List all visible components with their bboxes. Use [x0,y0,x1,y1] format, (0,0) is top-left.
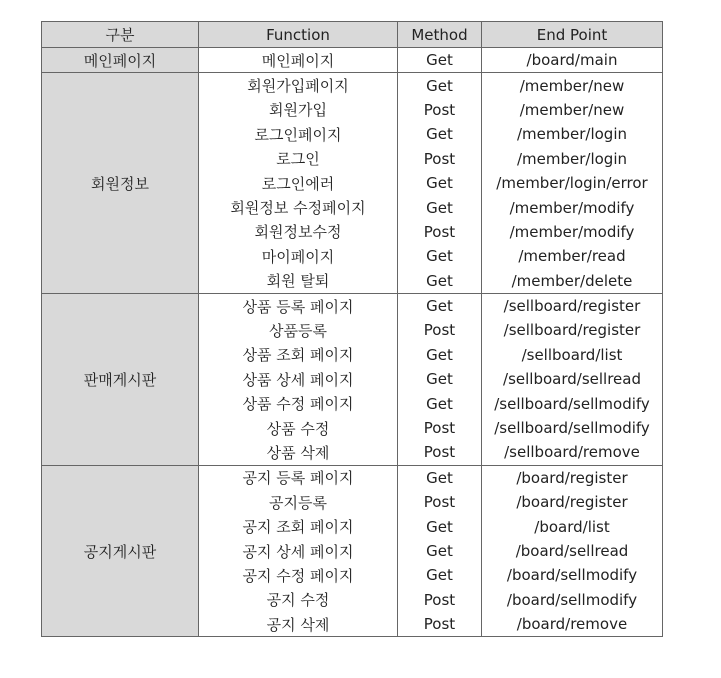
cell-function: 로그인페이지 [199,122,398,146]
cell-endpoint: /board/register [482,490,663,514]
cell-method: Post [398,98,482,122]
cell-endpoint: /board/list [482,514,663,538]
cell-method: Get [398,293,482,318]
cell-method: Get [398,343,482,367]
cell-endpoint: /sellboard/sellmodify [482,391,663,415]
cell-function: 공지 조회 페이지 [199,514,398,538]
cell-method: Get [398,269,482,294]
table-row [42,465,663,490]
cell-function: 로그인에러 [199,171,398,195]
cell-function: 공지 수정 페이지 [199,563,398,587]
table-row [42,293,663,318]
cell-function: 회원 탈퇴 [199,269,398,294]
header-endpoint: End Point [482,22,663,48]
header-function: Function [199,22,398,48]
cell-endpoint: /member/new [482,73,663,98]
cell-function: 공지등록 [199,490,398,514]
cell-function: 상품 삭제 [199,440,398,465]
cell-method: Post [398,318,482,342]
cell-method: Get [398,195,482,219]
cell-method: Post [398,612,482,637]
header-category: 구분 [42,22,199,48]
cell-method: Get [398,171,482,195]
cell-endpoint: /board/sellmodify [482,563,663,587]
cell-endpoint: /sellboard/register [482,293,663,318]
cell-endpoint: /member/read [482,244,663,268]
header-method: Method [398,22,482,48]
cell-function: 상품 조회 페이지 [199,343,398,367]
cell-function: 마이페이지 [199,244,398,268]
table-header [42,22,663,48]
cell-endpoint: /member/login [482,147,663,171]
cell-endpoint: /board/main [482,48,663,73]
header-row [42,22,663,48]
cell-function: 상품등록 [199,318,398,342]
cell-endpoint: /member/modify [482,195,663,219]
cell-function: 공지 삭제 [199,612,398,637]
cell-endpoint: /member/new [482,98,663,122]
cell-function: 회원정보 수정페이지 [199,195,398,219]
cell-function: 공지 등록 페이지 [199,465,398,490]
cell-method: Post [398,147,482,171]
cell-endpoint: /board/remove [482,612,663,637]
cell-endpoint: /member/login/error [482,171,663,195]
cell-endpoint: /member/login [482,122,663,146]
cell-method: Get [398,122,482,146]
cell-method: Get [398,367,482,391]
cell-method: Post [398,440,482,465]
category-cell: 메인페이지 [42,48,199,73]
cell-method: Get [398,391,482,415]
cell-function: 상품 등록 페이지 [199,293,398,318]
cell-function: 회원가입 [199,98,398,122]
category-cell: 회원정보 [42,73,199,294]
cell-function: 로그인 [199,147,398,171]
cell-method: Post [398,490,482,514]
cell-endpoint: /sellboard/sellread [482,367,663,391]
endpoint-table [41,21,663,637]
cell-method: Get [398,539,482,563]
category-cell: 판매게시판 [42,293,199,465]
cell-function: 상품 수정 [199,416,398,440]
cell-function: 공지 수정 [199,588,398,612]
cell-endpoint: /member/modify [482,220,663,244]
cell-endpoint: /board/sellmodify [482,588,663,612]
cell-method: Post [398,416,482,440]
cell-method: Get [398,244,482,268]
cell-function: 상품 상세 페이지 [199,367,398,391]
cell-function: 상품 수정 페이지 [199,391,398,415]
cell-function: 회원가입페이지 [199,73,398,98]
cell-endpoint: /sellboard/register [482,318,663,342]
cell-function: 메인페이지 [199,48,398,73]
cell-endpoint: /sellboard/sellmodify [482,416,663,440]
cell-endpoint: /sellboard/remove [482,440,663,465]
cell-method: Get [398,563,482,587]
cell-method: Get [398,465,482,490]
cell-endpoint: /board/sellread [482,539,663,563]
cell-method: Get [398,48,482,73]
table-row [42,73,663,98]
table-body [42,48,663,637]
cell-method: Post [398,220,482,244]
cell-endpoint: /member/delete [482,269,663,294]
cell-endpoint: /board/register [482,465,663,490]
cell-endpoint: /sellboard/list [482,343,663,367]
cell-function: 공지 상세 페이지 [199,539,398,563]
cell-method: Get [398,514,482,538]
cell-function: 회원정보수정 [199,220,398,244]
table-row [42,48,663,73]
cell-method: Post [398,588,482,612]
category-cell: 공지게시판 [42,465,199,637]
cell-method: Get [398,73,482,98]
